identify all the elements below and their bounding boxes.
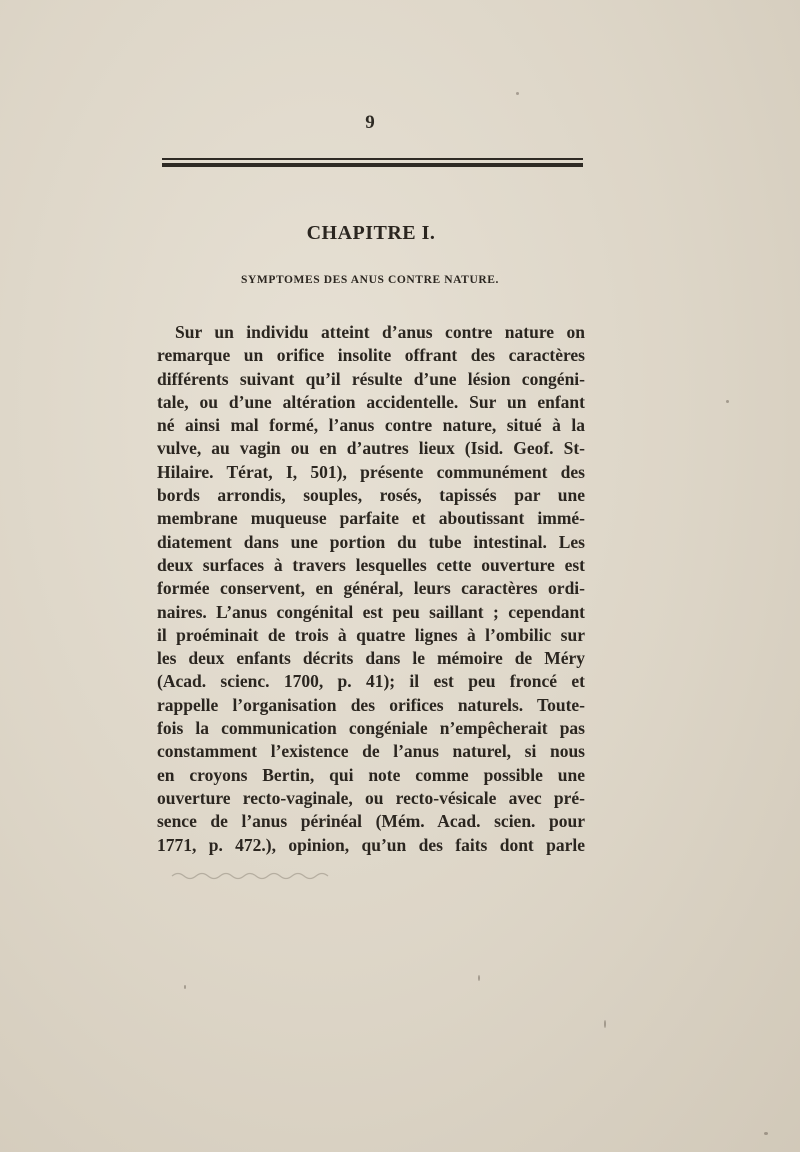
text-line: né ainsi mal formé, l’anus contre nature, situé à la	[157, 415, 585, 436]
paper-speck	[726, 400, 729, 403]
header-rule-thin	[162, 158, 583, 160]
text-line: (Acad. scienc. 1700, p. 41); il est peu froncé et	[157, 671, 585, 692]
text-line: vulve, au vagin ou en d’autres lieux (Isid. Geof. St-	[157, 438, 585, 459]
text-line: membrane muqueuse parfaite et aboutissant immé-	[157, 508, 585, 529]
text-line: ouverture recto-vaginale, ou recto-vésicale avec pré-	[157, 787, 585, 808]
text-line: il proéminait de trois à quatre lignes à l’ombilic sur	[157, 624, 585, 645]
chapter-title: CHAPITRE I.	[306, 222, 436, 244]
text-line: bords arrondis, souples, rosés, tapissés par une	[157, 485, 585, 506]
text-line: Hilaire. Térat, I, 501), présente communément des	[157, 461, 585, 482]
paper-speck	[478, 975, 480, 981]
paper-speck	[516, 92, 519, 95]
page-number: 9	[365, 112, 375, 133]
text-line: fois la communication congéniale n’empêcherait pas	[157, 718, 585, 739]
text-line: différents suivant qu’il résulte d’une lésion congéni-	[157, 368, 585, 389]
section-title: SYMPTOMES DES ANUS CONTRE NATURE.	[240, 274, 500, 286]
bleed-through-ornament	[170, 870, 340, 882]
text-line: deux surfaces à travers lesquelles cette ouverture est	[157, 554, 585, 575]
text-line: sence de l’anus périnéal (Mém. Acad. scien. pour	[157, 811, 585, 832]
paper-speck	[184, 985, 186, 989]
text-line: rappelle l’organisation des orifices naturels. Toute-	[157, 694, 585, 715]
text-line: diatement dans une portion du tube intestinal. Les	[157, 531, 585, 552]
text-line: 1771, p. 472.), opinion, qu’un des faits dont parle	[157, 834, 585, 855]
text-line: en croyons Bertin, qui note comme possible une	[157, 764, 585, 785]
text-line: naires. L’anus congénital est peu saillant ; cependant	[157, 601, 585, 622]
text-line: formée conservent, en général, leurs caractères ordi-	[157, 578, 585, 599]
text-line: remarque un orifice insolite offrant des caractères	[157, 345, 585, 366]
body-text	[157, 321, 585, 857]
paper-speck	[764, 1132, 768, 1135]
text-line: constamment l’existence de l’anus naturel, si nous	[157, 741, 585, 762]
paper-speck	[604, 1020, 606, 1028]
text-line: Sur un individu atteint d’anus contre nature on	[175, 322, 585, 342]
header-rule-thick	[162, 163, 583, 167]
text-line: les deux enfants décrits dans le mémoire de Méry	[157, 648, 585, 669]
text-line: tale, ou d’une altération accidentelle. Sur un enfant	[157, 391, 585, 412]
